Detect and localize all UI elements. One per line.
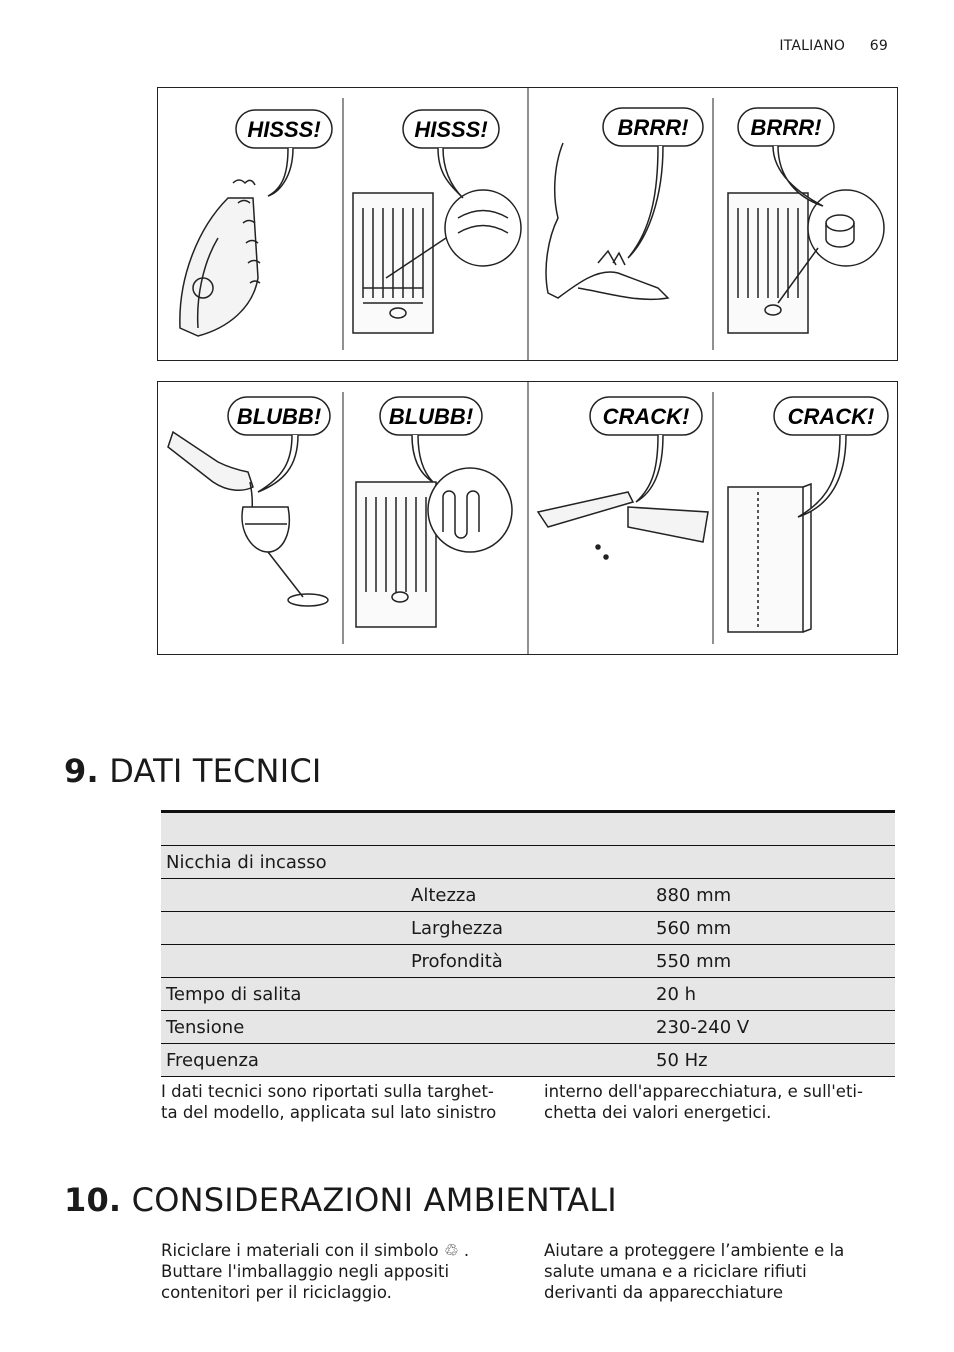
sound-label: HISSS! — [414, 117, 488, 142]
ice-tray-icon — [538, 492, 708, 559]
section-10-heading — [64, 1181, 617, 1219]
speech-bubble-brrr-2 — [738, 108, 834, 206]
fridge-compressor-icon — [728, 190, 884, 333]
row-value: 560 mm — [651, 912, 895, 945]
environment-text-left — [161, 1240, 511, 1303]
speech-bubble-crack-1 — [590, 397, 702, 502]
recycle-icon: ♲ — [443, 1241, 459, 1260]
row-label — [161, 912, 406, 945]
sound-label: BLUBB! — [388, 404, 474, 429]
environment-text-right: Aiutare a proteggere l’ambiente e la salute umana e a riciclare rifiuti derivanti da apparecchiature — [544, 1241, 845, 1302]
row-value: 20 h — [651, 978, 895, 1011]
row-label: Nicchia di incasso — [161, 846, 406, 879]
table-row — [161, 879, 895, 912]
row-sublabel: Profondità — [406, 945, 651, 978]
row-sublabel — [406, 846, 651, 879]
table-row — [161, 1011, 895, 1044]
sound-label: BRRR! — [617, 115, 689, 140]
wine-bottle-glass-icon — [168, 432, 328, 606]
section-10-number: 10. — [64, 1181, 122, 1219]
speech-bubble-hisss-2 — [403, 110, 499, 198]
row-sublabel: Larghezza — [406, 912, 651, 945]
row-value: 50 Hz — [651, 1044, 895, 1077]
row-label — [161, 945, 406, 978]
page-header — [779, 38, 888, 54]
header-page-number: 69 — [869, 38, 888, 54]
row-value — [651, 846, 895, 879]
table-row — [161, 912, 895, 945]
row-value: 880 mm — [651, 879, 895, 912]
row-label: Tempo di salita — [161, 978, 406, 1011]
row-label: Tensione — [161, 1011, 406, 1044]
table-row — [161, 1044, 895, 1077]
technical-data-table — [161, 810, 895, 1077]
environment-text-left-1: Riciclare i materiali con il simbolo — [161, 1241, 444, 1260]
row-sublabel — [406, 1011, 651, 1044]
sound-label: HISSS! — [247, 117, 321, 142]
fridge-front-icon — [728, 484, 811, 632]
environment-text-left-2: . Buttare l'imballaggio negli appositi contenitori per il riciclaggio. — [161, 1241, 470, 1302]
row-value: 550 mm — [651, 945, 895, 978]
sound-label: CRACK! — [602, 404, 690, 429]
speech-bubble-hisss-1 — [236, 110, 332, 196]
section-10-title: CONSIDERAZIONI AMBIENTALI — [131, 1181, 617, 1219]
row-sublabel: Altezza — [406, 879, 651, 912]
row-label: Frequenza — [161, 1044, 406, 1077]
table-header-row — [161, 812, 895, 846]
section-9-heading — [64, 752, 322, 790]
fridge-refrigerant-icon — [356, 468, 512, 627]
noise-illustrations-top — [158, 88, 897, 360]
illustration-panel-top — [157, 87, 898, 361]
illustration-panel-bottom — [157, 381, 898, 655]
steam-iron-icon — [180, 180, 260, 336]
row-sublabel — [406, 1044, 651, 1077]
sound-label: BLUBB! — [236, 404, 322, 429]
table-row — [161, 846, 895, 879]
fridge-back-icon — [353, 190, 521, 333]
row-label — [161, 879, 406, 912]
header-language: ITALIANO — [779, 38, 846, 54]
table-row — [161, 945, 895, 978]
row-value: 230-240 V — [651, 1011, 895, 1044]
technical-note-left: I dati tecnici sono riportati sulla targhet- ta del modello, applicata sul lato sinistro — [161, 1082, 497, 1122]
table-row — [161, 978, 895, 1011]
section-9-title: DATI TECNICI — [109, 752, 322, 790]
row-sublabel — [406, 978, 651, 1011]
technical-note-right: interno dell'apparecchiatura, e sull'eti- chetta dei valori energetici. — [544, 1082, 863, 1122]
speech-bubble-brrr-1 — [603, 108, 703, 258]
sound-label: CRACK! — [787, 404, 875, 429]
section-9-number: 9. — [64, 752, 99, 790]
noise-illustrations-bottom — [158, 382, 897, 654]
sound-label: BRRR! — [750, 115, 822, 140]
